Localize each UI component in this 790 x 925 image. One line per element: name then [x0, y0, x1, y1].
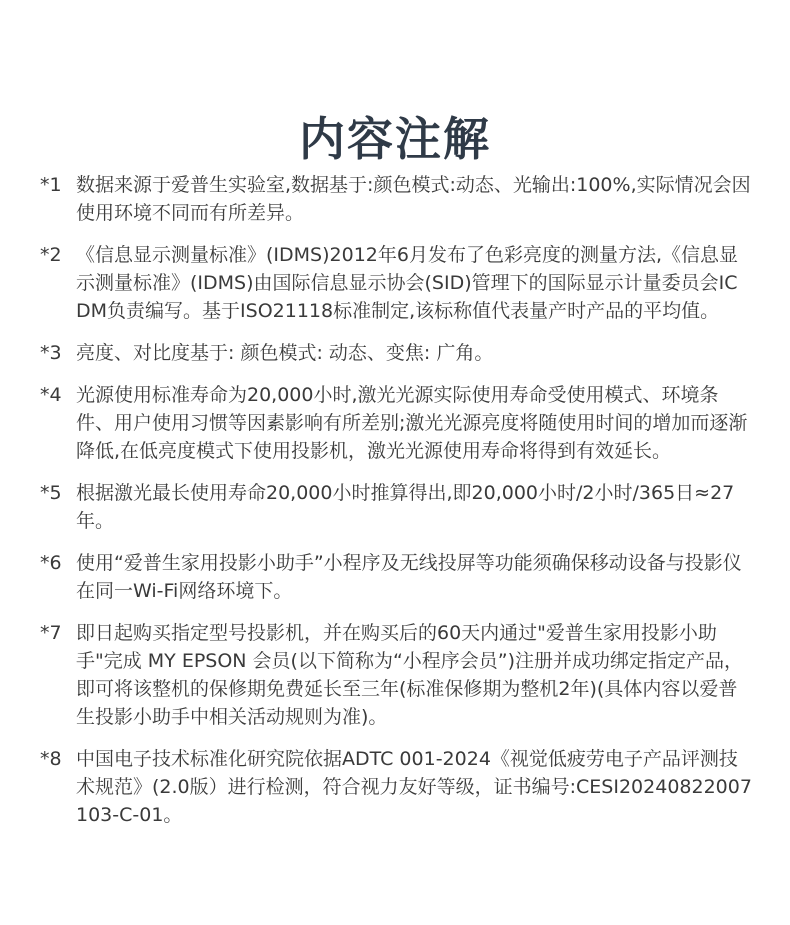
- page-title: 内容注解: [299, 111, 491, 166]
- note-item-4: [40, 381, 752, 465]
- note-item-7: [40, 619, 752, 731]
- note-item-1: [40, 171, 752, 227]
- note-text: 光源使用标准寿命为20,000小时,激光光源实际使用寿命受使用模式、环境条件、用户使用习惯等因素影响有所差别;激光光源亮度将随使用时间的增加而逐渐降低,在低亮度模式下使用投影机，激光光源使用寿命将得到有效延长。: [76, 384, 748, 462]
- notes-list: [40, 171, 752, 843]
- note-text: 中国电子技术标准化研究院依据ADTC 001-2024《视觉低疲劳电子产品评测技术规范》(2.0版）进行检测，符合视力友好等级，证书编号:CESI20240822007103-C-01。: [76, 748, 752, 826]
- note-text: 亮度、对比度基于: 颜色模式: 动态、变焦: 广角。: [76, 342, 494, 364]
- note-item-2: [40, 241, 752, 325]
- note-number: *5: [40, 482, 62, 504]
- note-text: 根据激光最长使用寿命20,000小时推算得出,即20,000小时/2小时/365日≈27年。: [76, 482, 735, 532]
- note-number: *6: [40, 552, 62, 574]
- note-text: 《信息显示测量标准》(IDMS)2012年6月发布了色彩亮度的测量方法,《信息显示测量标准》(IDMS)由国际信息显示协会(SID)管理下的国际显示计量委员会ICDM负责编写。基于ISO21118标准制定,该标称值代表量产时产品的平均值。: [76, 244, 738, 322]
- note-text: 即日起购买指定型号投影机，并在购买后的60天内通过"爱普生家用投影小助手"完成 MY EPSON 会员(以下简称为“小程序会员”)注册并成功绑定指定产品，即可将该整机的保修期免费延长至三年(标准保修期为整机2年)(具体内容以爱普生投影小助手中相关活动规则为准)。: [76, 622, 744, 728]
- note-item-8: [40, 745, 752, 829]
- note-text: 使用“爱普生家用投影小助手”小程序及无线投屏等功能须确保移动设备与投影仪在同一Wi-Fi网络环境下。: [76, 552, 742, 602]
- note-number: *3: [40, 342, 62, 364]
- note-number: *4: [40, 384, 62, 406]
- note-number: *1: [40, 174, 62, 196]
- note-number: *8: [40, 748, 62, 770]
- note-item-3: [40, 339, 752, 367]
- note-number: *7: [40, 622, 62, 644]
- note-item-6: [40, 549, 752, 605]
- note-number: *2: [40, 244, 62, 266]
- note-text: 数据来源于爱普生实验室,数据基于:颜色模式:动态、光输出:100%,实际情况会因使用环境不同而有所差异。: [76, 174, 751, 224]
- note-item-5: [40, 479, 752, 535]
